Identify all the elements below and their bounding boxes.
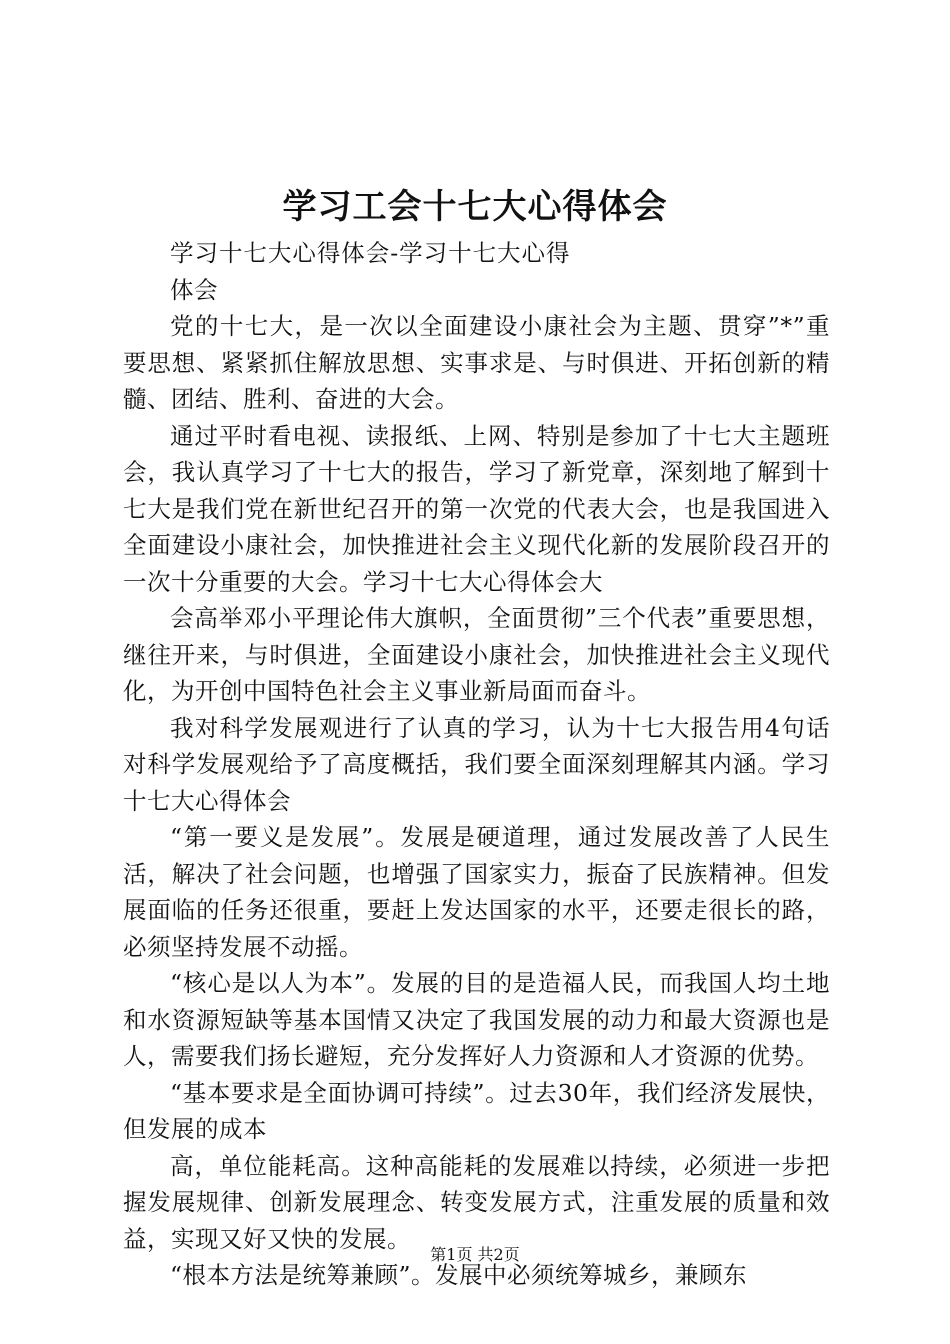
paragraph: “根本方法是统筹兼顾”。发展中必须统筹城乡，兼顾东 (170, 1261, 748, 1289)
paragraph: 我对科学发展观进行了认真的学习，认为十七大报告用4句话对科学发展观给予了高度概括，我们要全面深刻理解其内涵。学习十七大心得体会 (123, 713, 830, 815)
paragraph-subtitle: 学习十七大心得体会-学习十七大心得体会 (170, 239, 570, 304)
paragraph: 高，单位能耗高。这种高能耗的发展难以持续，必须进一步把握发展规律、创新发展理念、转变发展方式，注重发展的质量和效益，实现又好又快的发展。 (123, 1151, 830, 1253)
paragraph: “核心是以人为本”。发展的目的是造福人民，而我国人均土地和水资源短缺等基本国情又决定了我国发展的动力和最大资源也是人，需要我们扬长避短，充分发挥好人力资源和人才资源的优势。 (123, 969, 830, 1070)
paragraph: 通过平时看电视、读报纸、上网、特别是参加了十七大主题班会，我认真学习了十七大的报告，学习了新党章，深刻地了解到十七大是我们党在新世纪召开的第一次党的代表大会，也是我国进入全面建设小康社会，加快推进社会主义现代化新的发展阶段召开的一次十分重要的大会。学习十七大心得体会大 (123, 421, 830, 596)
paragraph: “第一要义是发展”。发展是硬道理，通过发展改善了人民生活，解决了社会问题，也增强了国家实力，振奋了民族精神。但发展面临的任务还很重，要赶上发达国家的水平，还要走很长的路，必须坚持发展不动摇。 (123, 823, 830, 961)
document-body (123, 235, 830, 1294)
paragraph: 党的十七大，是一次以全面建设小康社会为主题、贯穿”*”重要思想、紧紧抓住解放思想、实事求是、与时俱进、开拓创新的精髓、团结、胜利、奋进的大会。 (123, 312, 830, 413)
paragraph: “基本要求是全面协调可持续”。过去30年，我们经济发展快，但发展的成本 (123, 1078, 830, 1143)
paragraph: 会高举邓小平理论伟大旗帜，全面贯彻”三个代表”重要思想，继往开来，与时俱进，全面建设小康社会，加快推进社会主义现代化，为开创中国特色社会主义事业新局面而奋斗。 (123, 604, 830, 705)
document-title: 学习工会十七大心得体会 (282, 187, 668, 227)
page-number: 第1页 共2页 (430, 1245, 520, 1264)
